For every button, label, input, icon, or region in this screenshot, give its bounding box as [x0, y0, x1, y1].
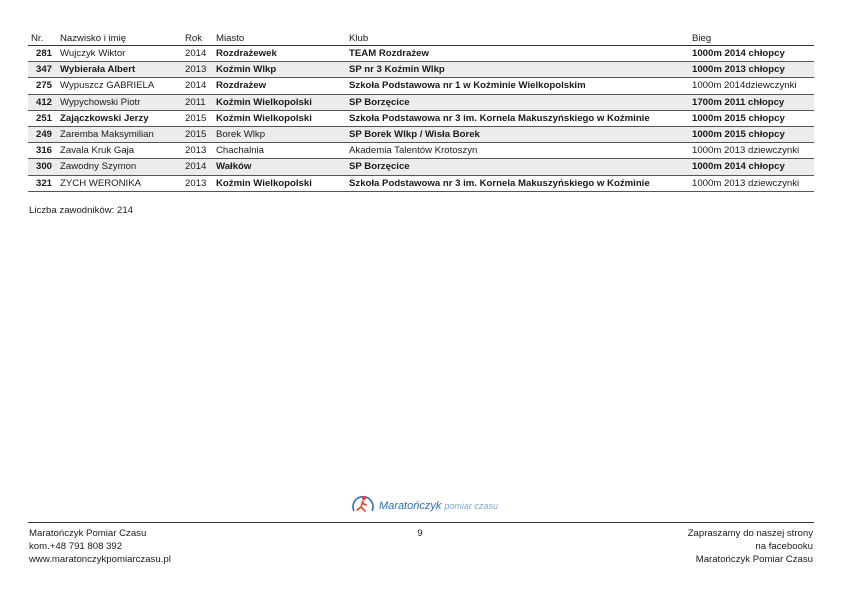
table-row [28, 159, 814, 175]
logo-suffix: pomiar czasu [444, 501, 498, 511]
cell-name: Wybierała Albert [57, 62, 182, 78]
cell-race: 1000m 2014 chłopcy [689, 159, 814, 175]
cell-nr: 281 [28, 46, 57, 62]
cell-year: 2013 [182, 143, 213, 159]
cell-year: 2011 [182, 94, 213, 110]
cell-name: Zawodny Szymon [57, 159, 182, 175]
table-row [28, 110, 814, 126]
cell-nr: 316 [28, 143, 57, 159]
table-row [28, 143, 814, 159]
cell-year: 2014 [182, 78, 213, 94]
cell-city: Rozdrażew [213, 78, 346, 94]
header-club: Klub [346, 31, 689, 46]
table-row [28, 94, 814, 110]
header-nr: Nr. [28, 31, 57, 46]
footer-facebook: na facebooku [755, 541, 813, 552]
participant-count: Liczba zawodników: 214 [29, 205, 133, 216]
results-table [28, 31, 814, 192]
cell-year: 2014 [182, 46, 213, 62]
cell-nr: 300 [28, 159, 57, 175]
footer-website: www.maratonczykpomiarczasu.pl [29, 554, 171, 565]
cell-year: 2013 [182, 62, 213, 78]
cell-club: SP Borzęcice [346, 94, 689, 110]
footer-invite: Zapraszamy do naszej strony [687, 528, 813, 539]
cell-city: Chachalnia [213, 143, 346, 159]
cell-city: Koźmin Wielkopolski [213, 110, 346, 126]
cell-race: 1000m 2013 dziewczynki [689, 175, 814, 191]
cell-year: 2014 [182, 159, 213, 175]
cell-nr: 321 [28, 175, 57, 191]
header-race: Bieg [689, 31, 814, 46]
cell-club: SP Borek Wlkp / Wisła Borek [346, 126, 689, 142]
cell-club: TEAM Rozdrażew [346, 46, 689, 62]
cell-name: Zajączkowski Jerzy [57, 110, 182, 126]
cell-club: Akademia Talentów Krotoszyn [346, 143, 689, 159]
cell-club: Szkoła Podstawowa nr 3 im. Kornela Makuszyńskiego w Koźminie [346, 110, 689, 126]
cell-club: Szkoła Podstawowa nr 1 w Koźminie Wielkopolskim [346, 78, 689, 94]
cell-city: Koźmin Wielkopolski [213, 175, 346, 191]
cell-city: Borek Wlkp [213, 126, 346, 142]
footer-brand: Maratończyk Pomiar Czasu [695, 554, 813, 565]
header-city: Miasto [213, 31, 346, 46]
table-row [28, 78, 814, 94]
cell-club: Szkoła Podstawowa nr 3 im. Kornela Makuszyńskiego w Koźminie [346, 175, 689, 191]
table-row [28, 175, 814, 191]
cell-race: 1700m 2011 chłopcy [689, 94, 814, 110]
cell-name: Wypychowski Piotr [57, 94, 182, 110]
cell-name: Wypuszcz GABRIELA [57, 78, 182, 94]
footer-right [688, 527, 813, 566]
footer-left [29, 527, 171, 566]
cell-race: 1000m 2015 chłopcy [689, 110, 814, 126]
cell-race: 1000m 2014 chłopcy [689, 46, 814, 62]
cell-year: 2013 [182, 175, 213, 191]
table-header-row [28, 31, 814, 46]
cell-nr: 275 [28, 78, 57, 94]
cell-city: Koźmin Wlkp [213, 62, 346, 78]
cell-city: Rozdrażewek [213, 46, 346, 62]
cell-race: 1000m 2014dziewczynki [689, 78, 814, 94]
cell-year: 2015 [182, 110, 213, 126]
runner-logo-icon [350, 493, 376, 519]
cell-name: Zaremba Maksymilian [57, 126, 182, 142]
logo-brand: Maratończyk pomiar czasu [379, 500, 498, 512]
footer-divider [28, 522, 814, 523]
cell-club: SP nr 3 Koźmin Wlkp [346, 62, 689, 78]
cell-nr: 412 [28, 94, 57, 110]
header-year: Rok [182, 31, 213, 46]
cell-nr: 251 [28, 110, 57, 126]
cell-name: Wujczyk Wiktor [57, 46, 182, 62]
cell-nr: 347 [28, 62, 57, 78]
cell-name: Zavala Kruk Gaja [57, 143, 182, 159]
cell-city: Koźmin Wielkopolski [213, 94, 346, 110]
header-name: Nazwisko i imię [57, 31, 182, 46]
cell-year: 2015 [182, 126, 213, 142]
cell-club: SP Borzęcice [346, 159, 689, 175]
cell-race: 1000m 2013 dziewczynki [689, 143, 814, 159]
cell-race: 1000m 2013 chłopcy [689, 62, 814, 78]
cell-race: 1000m 2015 chłopcy [689, 126, 814, 142]
footer-phone: kom.+48 791 808 392 [29, 541, 123, 552]
footer-company: Maratończyk Pomiar Czasu [29, 528, 147, 539]
table-row [28, 126, 814, 142]
cell-nr: 249 [28, 126, 57, 142]
cell-city: Wałków [213, 159, 346, 175]
brand-logo [350, 493, 498, 519]
page-number: 9 [417, 528, 423, 539]
table-row [28, 46, 814, 62]
table-row [28, 62, 814, 78]
cell-name: ZYCH WERONIKA [57, 175, 182, 191]
